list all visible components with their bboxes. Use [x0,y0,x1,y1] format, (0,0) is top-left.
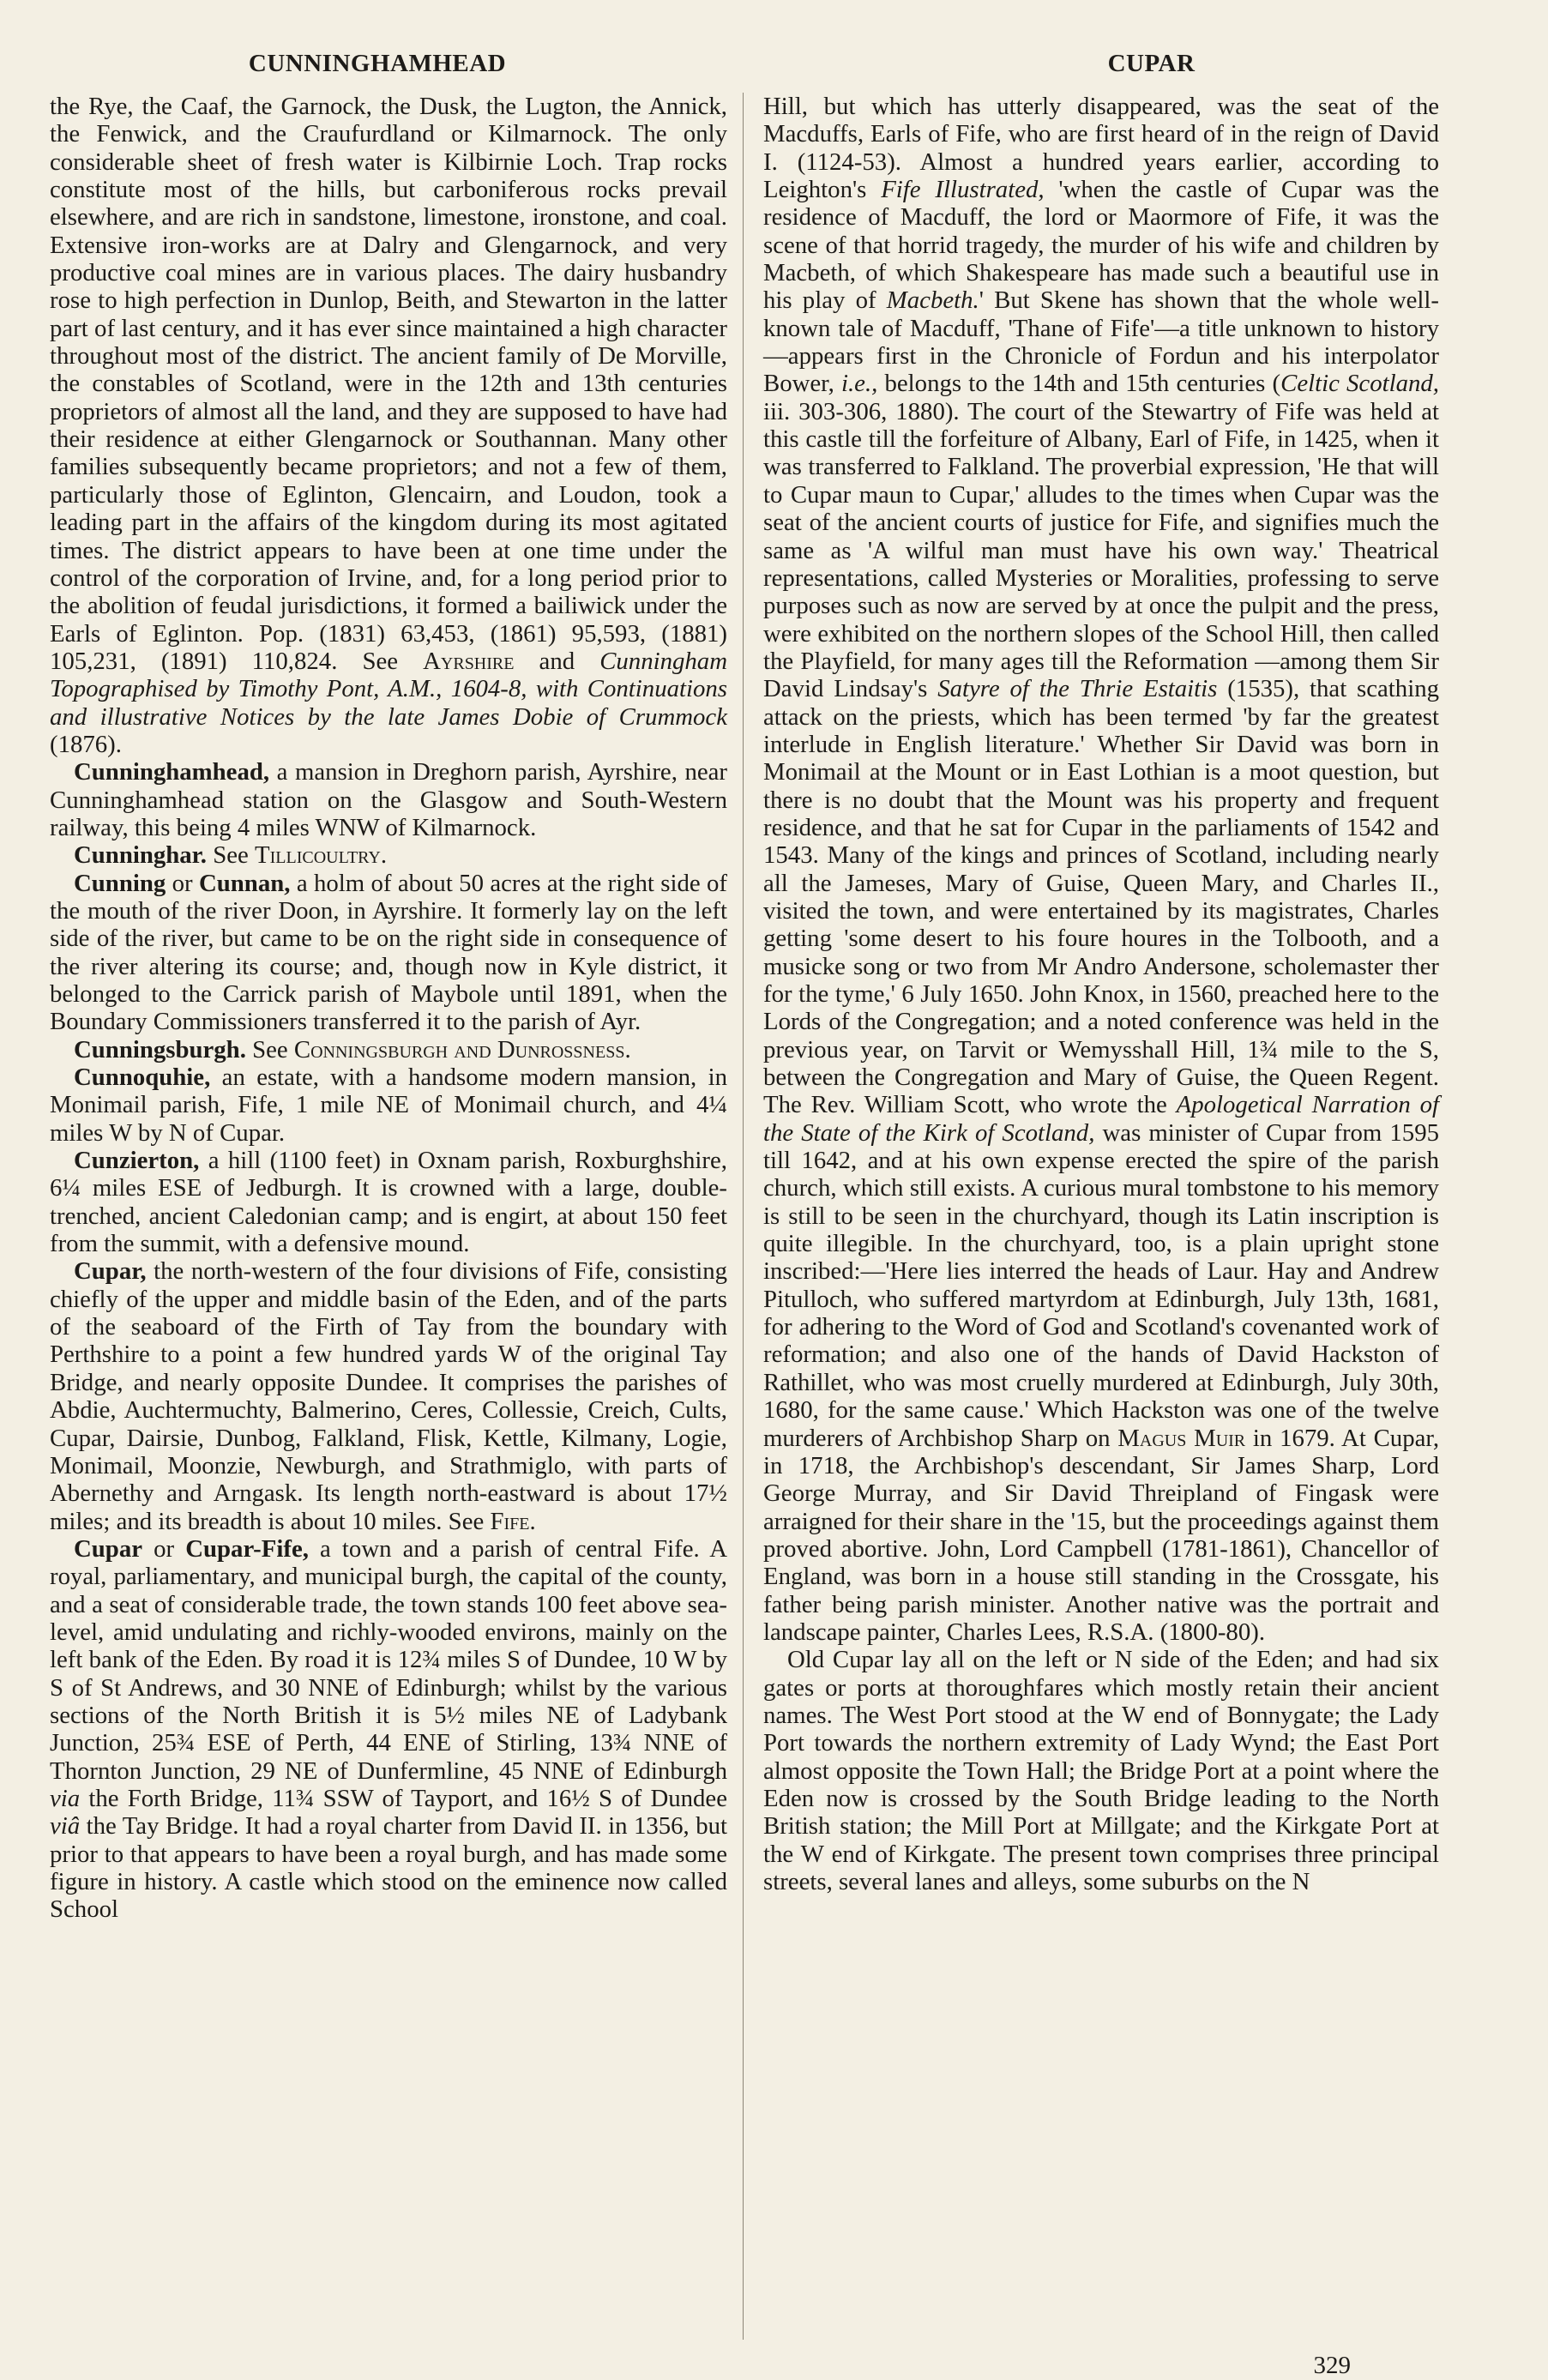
entry-text: an estate, with a handsome modern mansion, in Monimail parish, Fife, 1 mile NE of Monimail church, and 4¼ miles W by N of Cupar. [50,1063,728,1147]
entry-text: Hill, but which has utterly disappeared, was the seat of the Macduffs, Earls of Fife, who are first heard of in the reign of David I. (1124-53). Almost a hundred years earlier, according to Leighton's [763,93,1439,204]
entry-cupar-division [50,1257,727,1534]
entry-cunnoquhie [50,1063,727,1147]
entry-text: the Forth Bridge, 11¾ SSW of Tayport, and 16½ S of Dundee [88,1784,728,1812]
column-divider [743,93,744,2340]
entry-cunningham-continued [50,93,727,758]
entry-text: was minister of Cupar from 1595 till 1642, and at his own expense erected the spire of the parish church, which still exists. A curious mural tombstone to his memory is still to be seen in the churchyard, though its Latin inscription is quite illegible. In the churchyard, too, is a plain upright stone inscribed:—'Here lies interred the heads of Laur. Hay and Andrew Pitulloch, who suffered martyrdom at Edinburgh, July 13th, 1681, for adhering to the Word of God and Scotland's covenanted work of reformation; and also one of the hands of David Hackston of Rathillet, who was most cruelly murdered at Edinburgh, July 30th, 1680, for the same cause.' Which Hackston was one of the twelve murderers of Archbishop Sharp on [763,1118,1440,1452]
entry-cunzierton [50,1147,727,1257]
entry-cupar-town-continued [763,93,1439,1646]
headword: Cupar [74,1534,143,1563]
headword: Cunninghar. [74,841,208,870]
headword: Cupar, [74,1257,147,1286]
paragraph-old-cupar [763,1646,1439,1895]
italic-via: viâ [50,1812,81,1841]
left-column [50,93,727,1924]
entry-text: a mansion in Dreghorn parish, Ayrshire, near Cunninghamhead station on the Glasgow and South-Western railway, this being 4 miles WNW of Kilmarnock. [50,758,728,841]
entry-text: in 1679. At Cupar, in 1718, the Archbishop's descendant, Sir James Sharp, Lord George Murray, and Sir David Threipland of Fingask were arraigned for their share in the '15, but the proceedings against them proved abortive. John, Lord Campbell (1781-1861), Chancellor of England, was born in a house still standing in the Crossgate, his father being parish minister. Another native was the portrait and landscape painter, Charles Lees, R.S.A. (1800-80). [763,1424,1440,1646]
entry-text: (1535), that scathing attack on the priests, which has been termed 'by far the greatest interlude in English literature.' Whether Sir David was born in Monimail at the Mount or in East Lothian is a moot question, but there is no doubt that the Mount was his property and frequent residence, and that he sat for Cupar in the parliaments of 1542 and 1543. Many of the kings and princes of Scotland, including nearly all the Jameses, Mary of Guise, Queen Mary, and Charles II., visited the town, and were entertained by its magistrates, Charles getting 'some desert to his foure houres in the Tolbooth, and a musicke song or two from Mr Andro Andersone, scholemaster ther for the tyme,' 6 July 1650. John Knox, in 1560, preached here to the Lords of the Congregation; and a noted conference was held in the previous year, on Tarvit or Wemysshall Hill, 1¾ mile to the S, between the Congregation and Mary of Guise, the Queen Regent. The Rev. William Scott, who wrote the [763,675,1439,1119]
entry-cunninghamhead [50,758,727,841]
conjunction: and [539,647,575,675]
entry-text: Old Cupar lay all on the left or N side of the Eden; and had six gates or ports at thoroughfares which mostly retain their ancient names. The West Port stood at the W end of Bonnygate; the Lady Port towards the northern extremity of Lady Wynd; the East Port almost opposite the Town Hall; the Bridge Port at a point where the Eden now is crossed by the South Bridge leading to the North British station; the Mill Port at Millgate; and the Kirkgate Port at the W end of Kirkgate. The present town comprises three principal streets, several lanes and alleys, some suburbs on the N [763,1646,1439,1895]
book-title: Cunningham Topographised by Timothy Pont, A.M., 1604-8, with Continuations and illustrative Notices by the late James Dobie of Crummock [50,647,727,731]
headword-alt: Cupar-Fife, [185,1534,309,1563]
entry-text: the Tay Bridge. It had a royal charter from David II. in 1356, but prior to that appears to have been a royal burgh, and has made some figure in history. A castle which stood on the eminence now called School [50,1812,727,1924]
running-header-right: CUPAR [1107,50,1196,77]
entry-text: belongs to the 14th and 15th centuries ( [884,370,1281,398]
entry-text: the north-western of the four divisions of Fife, consisting chiefly of the upper and middle basin of the Eden, and of the parts of the seaboard of the Firth of Tay from the boundary with Perthshire to a point a few hundred yards W of the original Tay Bridge, and nearly opposite Dundee. It comprises the parishes of Abdie, Auchtermuchty, Balmerino, Ceres, Collessie, Creich, Cults, Cupar, Dairsie, Dunbog, Falkland, Flisk, Kettle, Kilmany, Logie, Monimail, Moonzie, Newburgh, and Strathmiglo, with parts of Abernethy and Arngask. Its length north-eastward is about 17½ miles; and its breadth is about 10 miles. See [50,1257,727,1535]
headword: Cunnoquhie, [74,1063,211,1092]
book-year: (1876). [50,730,122,758]
page-number: 329 [1313,2352,1351,2379]
book-title: Fife Illustrated, [881,176,1045,204]
headword: Cunningsburgh. [74,1035,246,1063]
headword: Cunzierton, [74,1147,200,1175]
italic-ie: i.e., [840,370,878,398]
headword: Cunninghamhead, [74,758,270,786]
entry-text: iii. 303-306, 1880). The court of the Stewartry of Fife was held at this castle till the forfeiture of Albany, Earl of Fife, in 1425, when it was transferred to Falkland. The proverbial expression, 'He that will to Cupar maun to Cupar,' alludes to the times when Cupar was the seat of the ancient courts of justice for Fife, and signifies much the same as 'A wilful man must have his own way.' Theatrical representations, called Mysteries or Moralities, professing to serve purposes such as now are served by at once the pulpit and the press, were exhibited on the northern slopes of the School Hill, then called the Playfield, for many ages till the Reformation —among them Sir David Lindsay's [763,397,1439,703]
headword-alt: Cunnan, [198,869,291,897]
book-title: Apologetical Narration of the State of the Kirk of Scotland, [763,1091,1439,1147]
entry-text: the Rye, the Caaf, the Garnock, the Dusk, the Lugton, the Annick, the Fenwick, and the Craufurdland or Kilmarnock. The only considerable sheet of fresh water is Kilbirnie Loch. Trap rocks constitute most of the hills, but carboniferous rocks prevail elsewhere, and are rich in sandstone, limestone, ironstone, and coal. Extensive iron-works are at Dalry and Glengarnock, and very productive coal mines are in various places. The dairy husbandry rose to high perfection in Dunlop, Beith, and Stewarton in the latter part of last century, and it has ever since maintained a high character throughout most of the district. The ancient family of De Morville, the constables of Scotland, were in the 12th and 13th centuries proprietors of almost all the land, and they are supposed to have had their residence at either Glengarnock or Southannan. Many other families subsequently became proprietors; and not a few of them, particularly those of Eglinton, Glencairn, and Loudon, took a leading part in the affairs of the kingdom during its most agitated times. The district appears to have been at one time under the control of the corporation of Irvine, and, for a long period prior to the abolition of feudal jurisdictions, it formed a bailiwick under the Earls of Eglinton. Pop. (1831) 63,453, (1861) 95,593, (1881) 105,231, (1891) 110,824. See [50,93,727,675]
play-title: Satyre of the Thrie Estaitis [937,675,1218,703]
see-label: See [252,1035,288,1063]
running-header-left: CUNNINGHAMHEAD [248,50,507,77]
cross-reference: Conningsburgh and Dunrossness. [293,1035,631,1063]
book-title: Celtic Scotland, [1280,370,1439,398]
conjunction: or [154,1534,175,1563]
play-title: Macbeth. [886,286,979,315]
right-column [763,93,1439,1895]
cross-reference: Tillicoultry. [255,841,388,870]
see-label: See [213,841,249,870]
headword: Cunning [74,869,166,897]
entry-text: ' But Skene has shown that the whole well-known tale of Macduff, 'Thane of Fife'—a title unknown to history—appears first in the Chronicle of Fordun and his interpolator Bower, [763,286,1439,398]
entry-cunninghar [50,841,727,869]
italic-via: via [50,1784,81,1812]
entry-cupar-town [50,1535,727,1924]
entry-text: a holm of about 50 acres at the right side of the mouth of the river Doon, in Ayrshire. It formerly lay on the left side of the river, but came to be on the right side in consequence of the river altering its course; and, though now in Kyle district, it belonged to the Carrick parish of Maybole until 1891, when the Boundary Commissioners transferred it to the parish of Ayr. [50,869,727,1036]
entry-text: 'when the castle of Cupar was the residence of Macduff, the lord or Maormore of Fife, it was the scene of that horrid tragedy, the murder of his wife and children by Macbeth, of which Shakespeare has made such a beautiful use in his play of [763,176,1439,315]
entry-text: a town and a parish of central Fife. A royal, parliamentary, and municipal burgh, the capital of the county, and a seat of considerable trade, the town stands 100 feet above sea-level, amid undulating and richly-wooded environs, mainly on the left bank of the Eden. By road it is 12¾ miles S of Dundee, 10 W by S of St Andrews, and 30 NNE of Edinburgh; whilst by the various sections of the North British it is 5½ miles NE of Ladybank Junction, 25¾ ESE of Perth, 44 ENE of Stirling, 13¾ NNE of Thornton Junction, 29 NE of Dunfermline, 45 NNE of Edinburgh [50,1534,728,1785]
cross-reference: Fife. [490,1507,536,1535]
place-name: Magus Muir [1117,1424,1246,1452]
entry-text: a hill (1100 feet) in Oxnam parish, Roxburghshire, 6¼ miles ESE of Jedburgh. It is crowned with a large, double-trenched, ancient Caledonian camp; and is engirt, at about 150 feet from the summit, with a defensive mound. [50,1147,727,1258]
entry-cunningsburgh [50,1036,727,1063]
entry-cunning [50,870,727,1036]
cross-reference: Ayrshire [423,647,515,675]
conjunction: or [172,869,193,897]
